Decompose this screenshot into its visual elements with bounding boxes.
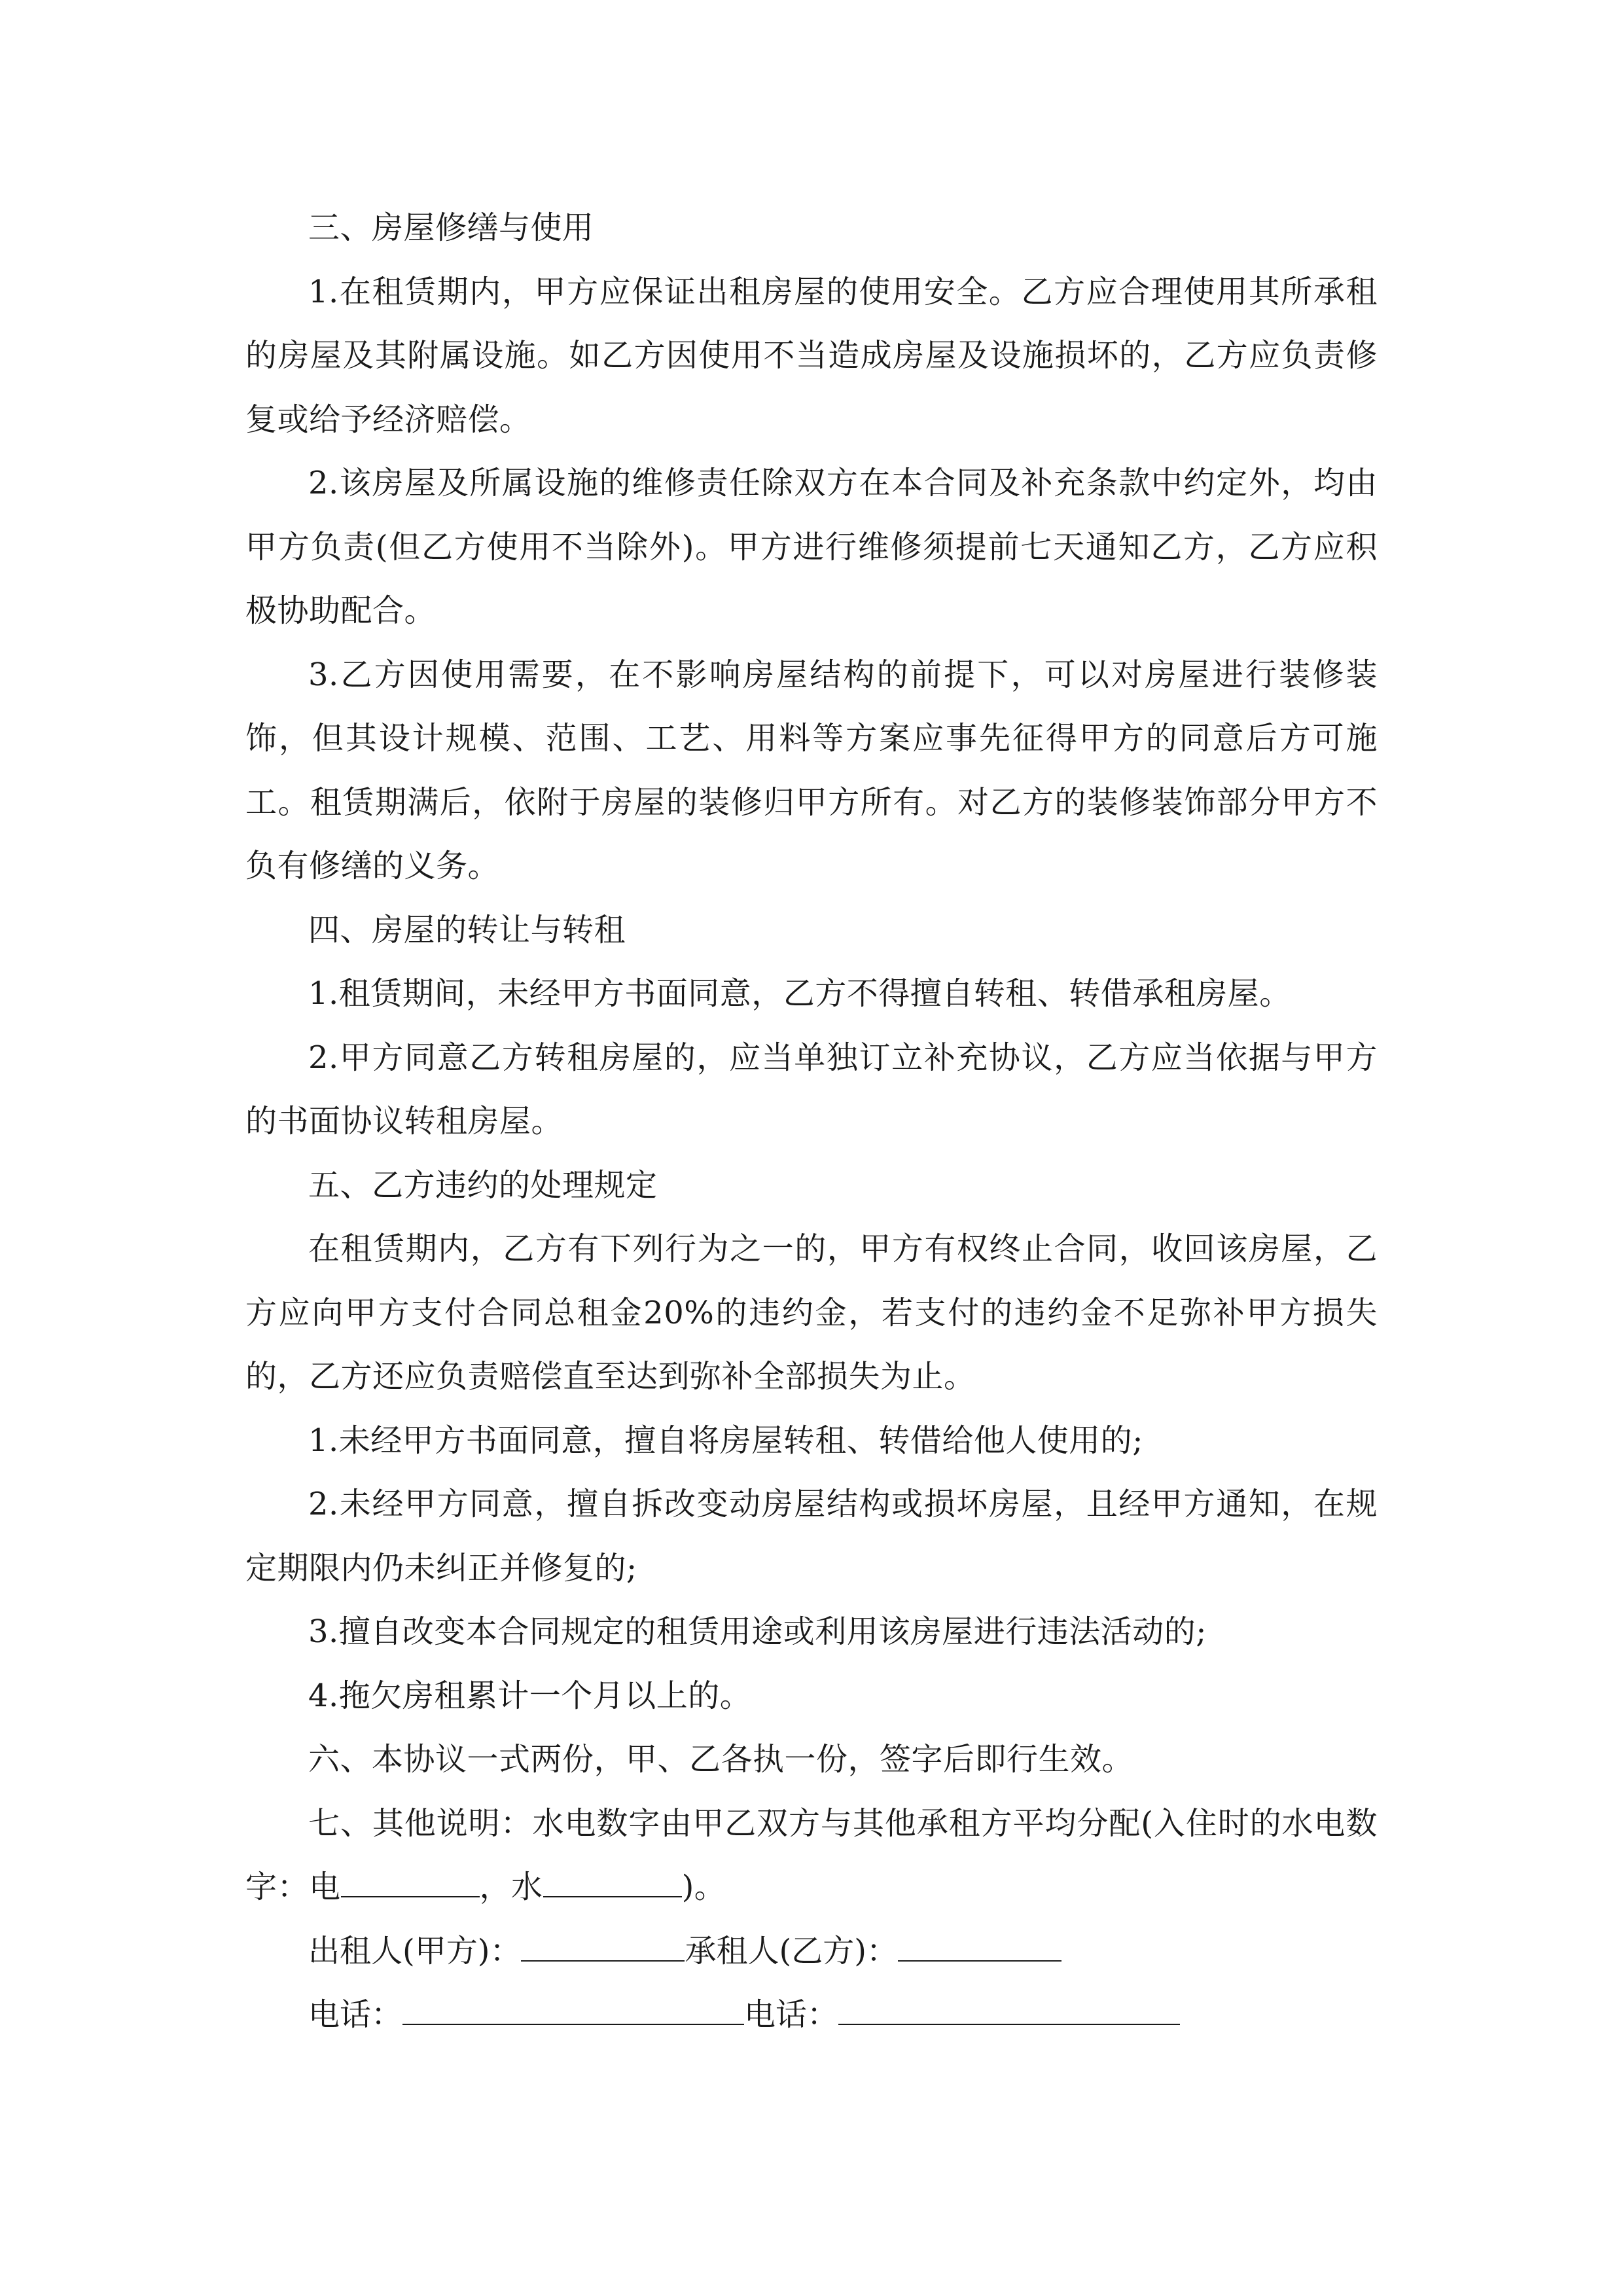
document-page xyxy=(245,196,1378,2047)
clause-paragraph: 2.未经甲方同意，擅自拆改变动房屋结构或损坏房屋，且经甲方通知，在规定期限内仍未纠正并修复的; xyxy=(245,1486,1378,1587)
clause-six: 六、本协议一式两份，甲、乙各执一份，签字后即行生效。 xyxy=(308,1741,1134,1778)
section-heading: 五、乙方违约的处理规定 xyxy=(308,1166,658,1204)
signature-row xyxy=(245,1920,1378,1984)
section-heading: 三、房屋修缮与使用 xyxy=(308,209,594,246)
lessor-phone-blank[interactable] xyxy=(402,1995,744,2025)
clause-seven-text: 七、其他说明：水电数字由甲乙双方与其他承租方平均分配(入住时的水电数字： xyxy=(245,1804,1378,1905)
clause-paragraph: 4.拖欠房租累计一个月以上的。 xyxy=(308,1677,752,1714)
clause-paragraph: 1.在租赁期内，甲方应保证出租房屋的使用安全。乙方应合理使用其所承租的房屋及其附属设施。如乙方因使用不当造成房屋及设施损坏的，乙方应负责修复或给予经济赔偿。 xyxy=(245,273,1378,438)
lessee-phone-blank[interactable] xyxy=(838,1995,1180,2025)
clause-seven xyxy=(245,1792,1378,1920)
phone-row xyxy=(245,1983,1378,2047)
clause-paragraph: 1.未经甲方书面同意，擅自将房屋转租、转借给他人使用的; xyxy=(308,1422,1143,1459)
section-heading: 四、房屋的转让与转租 xyxy=(308,911,626,948)
clause-paragraph: 2.该房屋及所属设施的维修责任除双方在本合同及补充条款中约定外，均由甲方负责(但乙方使用不当除外)。甲方进行维修须提前七天通知乙方，乙方应积极协助配合。 xyxy=(245,465,1378,629)
electricity-blank[interactable] xyxy=(341,1867,480,1897)
clause-paragraph: 在租赁期内，乙方有下列行为之一的，甲方有权终止合同，收回该房屋，乙方应向甲方支付合同总租金20%的违约金，若支付的违约金不足弥补甲方损失的，乙方还应负责赔偿直至达到弥补全部损失为止。 xyxy=(245,1230,1378,1395)
lessor-signature-blank[interactable] xyxy=(521,1931,685,1962)
water-label: 水 xyxy=(511,1869,543,1905)
electricity-label: 电 xyxy=(309,1869,341,1905)
clause-paragraph: 1.租赁期间，未经甲方书面同意，乙方不得擅自转租、转借承租房屋。 xyxy=(308,975,1291,1012)
water-blank[interactable] xyxy=(543,1867,682,1897)
clause-paragraph: 3.擅自改变本合同规定的租赁用途或利用该房屋进行违法活动的; xyxy=(308,1613,1207,1650)
clause-paragraph: 2.甲方同意乙方转租房屋的，应当单独订立补充协议，乙方应当依据与甲方的书面协议转租房屋。 xyxy=(245,1039,1378,1139)
lessee-signature-blank[interactable] xyxy=(898,1931,1061,1962)
lessor-label: 出租人(甲方)： xyxy=(308,1932,522,1969)
lessee-label: 承租人(乙方)： xyxy=(685,1932,898,1969)
lessor-phone-label: 电话： xyxy=(308,1996,403,2033)
clause-seven-end: )。 xyxy=(681,1869,726,1905)
lessee-phone-label: 电话： xyxy=(744,1996,839,2033)
comma: ， xyxy=(479,1869,512,1905)
clause-paragraph: 3.乙方因使用需要，在不影响房屋结构的前提下，可以对房屋进行装修装饰，但其设计规模、范围、工艺、用料等方案应事先征得甲方的同意后方可施工。租赁期满后，依附于房屋的装修归甲方所有。对乙方的装修装饰部分甲方不负有修缮的义务。 xyxy=(245,656,1378,884)
